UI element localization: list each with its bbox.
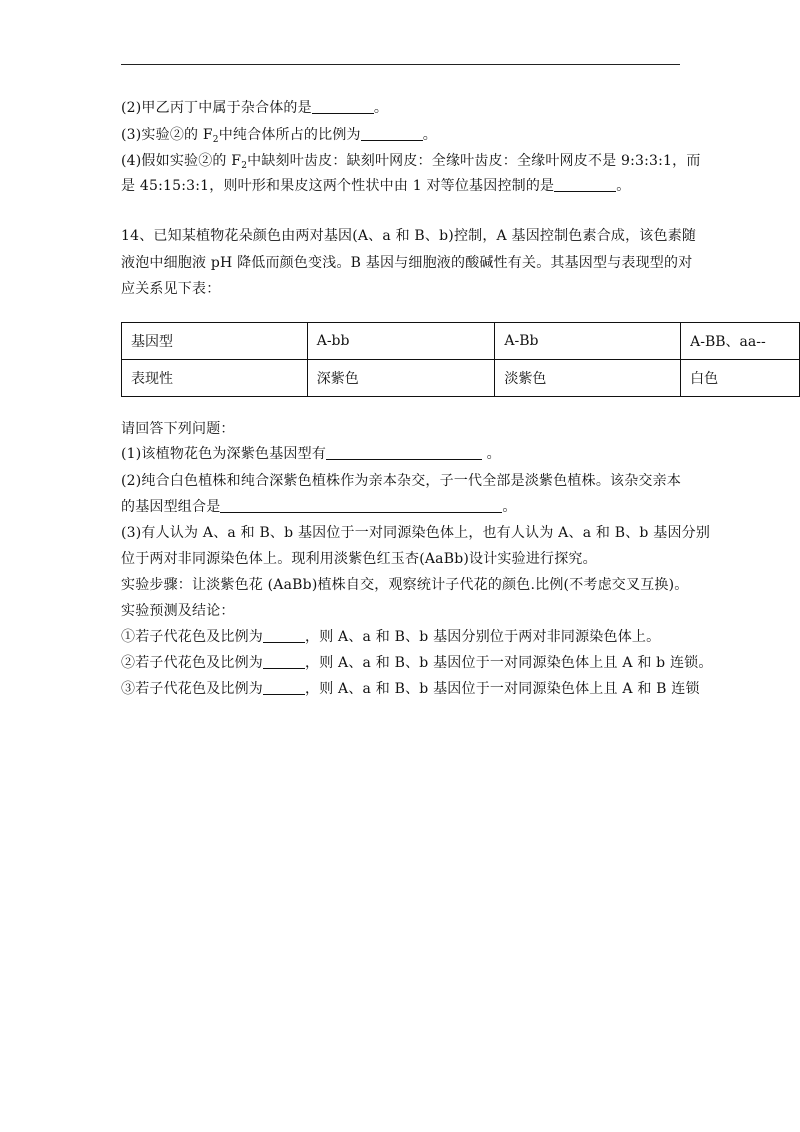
punctuation: 。 [616,178,631,194]
table-row [122,360,800,397]
punctuation: 。 [482,446,501,462]
question-14-stem-line-2: 液泡中细胞液 pH 降低而颜色变浅。B 基因与细胞液的酸碱性有关。其基因型与表现型的对 [121,255,693,271]
question-14-stem-line-3: 应关系见下表： [121,281,221,297]
answer-blank [263,628,305,643]
question-13-part-4-cont [121,176,630,196]
question-text: ②若子代花色及比例为 [121,655,263,671]
punctuation: 。 [502,499,517,515]
question-text: 中缺刻叶齿皮：缺刻叶网皮：全缘叶齿皮：全缘叶网皮不是 9:3:3:1，而 [247,153,701,169]
conclusion-3 [121,679,700,699]
answer-blank [326,445,482,460]
question-14-prompt: 请回答下列问题： [121,421,235,437]
question-14-part-3-line-1: (3)有人认为 A、a 和 B、b 基因位于一对同源染色体上，也有人认为 A、a 和 B、b 基因分别 [121,525,711,541]
question-text: ③若子代花色及比例为 [121,681,263,697]
question-text: ①若子代花色及比例为 [121,629,263,645]
question-13-part-2 [121,98,388,118]
question-14-part-1 [121,444,501,464]
table-cell: A-BB、aa-- [681,323,800,360]
question-text: (3)实验②的 F [121,127,213,143]
question-text: 中纯合体所占的比例为 [218,127,361,143]
experiment-step: 实验步骤：让淡紫色花 (AaBb)植株自交，观察统计子代花的颜色.比例(不考虑交叉互换)。 [121,577,689,593]
question-text: (4)假如实验②的 F [121,153,242,169]
table-row [122,323,800,360]
question-13-part-3 [121,125,437,145]
answer-blank [361,126,423,141]
table-cell: 表现性 [122,360,308,397]
conclusion-1 [121,627,660,647]
punctuation: 。 [422,127,437,143]
prediction-title: 实验预测及结论： [121,603,235,619]
table-cell: 白色 [681,360,800,397]
answer-blank [220,498,502,513]
question-text: 是 45:15:3:1，则叶形和果皮这两个性状中由 1 对等位基因控制的是 [121,178,555,194]
answer-blank [312,99,374,114]
table-cell: A-bb [307,323,495,360]
table-cell: A-Bb [495,323,681,360]
subscript: 2 [212,135,219,145]
table-cell: 深紫色 [307,360,495,397]
answer-blank [263,680,305,695]
header-rule [121,64,680,65]
question-text: ，则 A、a 和 B、b 基因分别位于两对非同源染色体上。 [305,629,661,645]
question-text: 的基因型组合是 [121,499,221,515]
subscript: 2 [241,161,248,171]
question-14-part-2-line-2 [121,497,517,517]
punctuation: 。 [373,100,389,116]
question-text: (1)该植物花色为深紫色基因型有 [121,446,327,462]
question-13-part-4 [121,151,701,171]
answer-blank [263,654,305,669]
question-text: (2)甲乙丙丁中属于杂合体的是 [121,100,312,116]
question-text: ，则 A、a 和 B、b 基因位于一对同源染色体上且 A 和 b 连锁。 [305,655,713,671]
question-text: ，则 A、a 和 B、b 基因位于一对同源染色体上且 A 和 B 连锁 [305,681,700,697]
genotype-phenotype-table [121,322,800,397]
question-14-part-3-line-2: 位于两对非同源染色体上。现利用淡紫色红玉杏(AaBb)设计实验进行探究。 [121,551,597,567]
table-cell: 淡紫色 [495,360,681,397]
conclusion-2 [121,653,713,673]
answer-blank [554,177,616,192]
question-14-stem-line-1: 14、已知某植物花朵颜色由两对基因(A、a 和 B、b)控制，A 基因控制色素合成，该色素随 [121,228,697,244]
question-14-part-2-line-1: (2)纯合白色植株和纯合深紫色植株作为亲本杂交，子一代全部是淡紫色植株。该杂交亲本 [121,473,682,489]
table-cell: 基因型 [122,323,308,360]
